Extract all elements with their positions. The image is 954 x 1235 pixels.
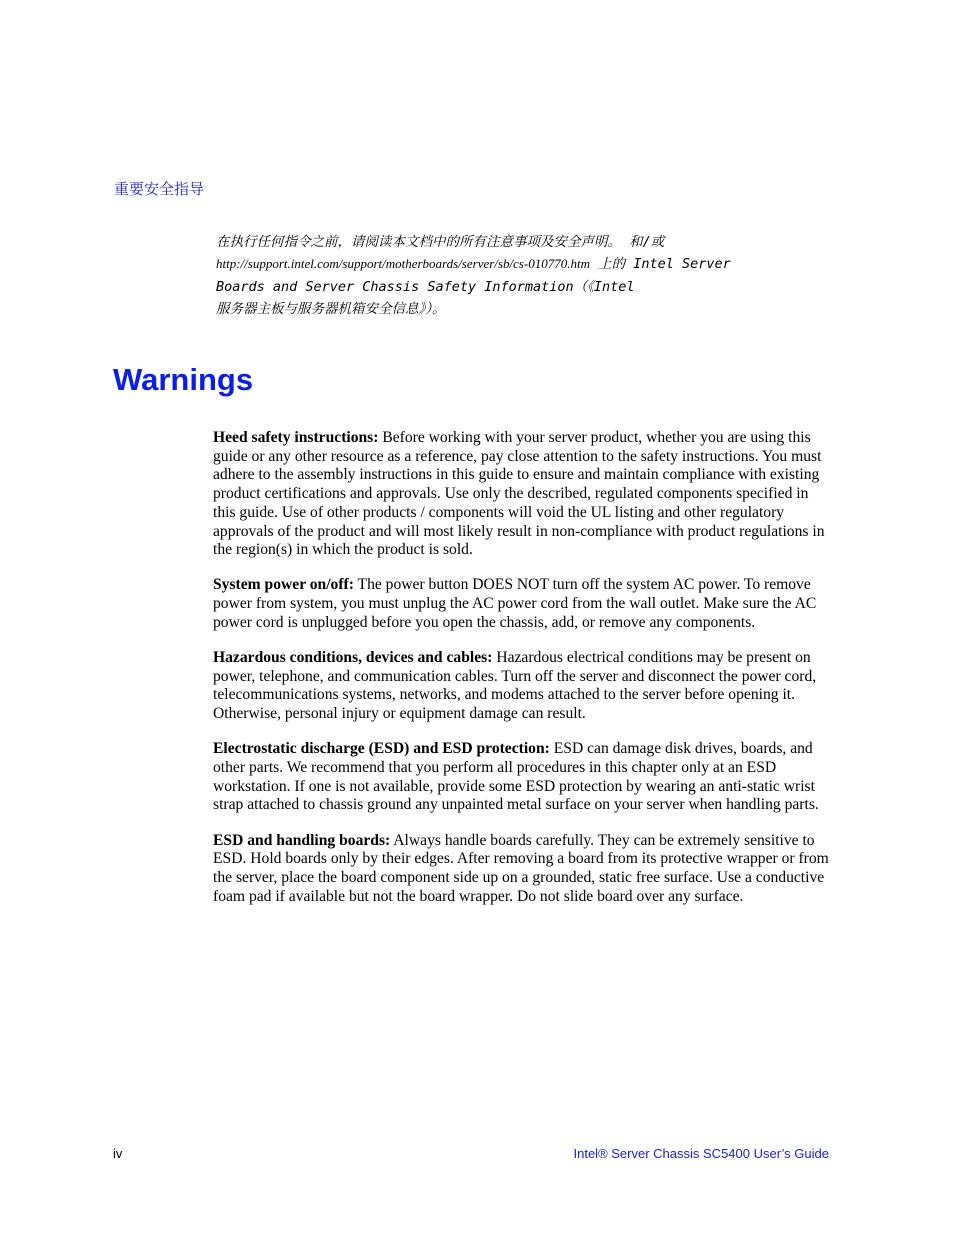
footer-book-title: Intel® Server Chassis SC5400 User’s Guide	[573, 1146, 829, 1161]
warning-label: Heed safety instructions:	[213, 429, 379, 446]
cn-notice-line1: 在执行任何指令之前，请阅读本文档中的所有注意事项及安全声明。 和/或	[216, 234, 665, 250]
warning-paragraph	[213, 576, 829, 632]
warning-text: The power button DOES NOT turn off the system AC power. To remove power from system, you must unplug the AC power cord from the wall outlet. Make sure the AC power cord is unplugged before you open the chassis, add, or remove any components.	[213, 576, 817, 631]
cn-notice-line2-suffix: 上的 Intel Server	[589, 256, 731, 272]
warning-paragraph	[213, 429, 829, 560]
footer-page-number: iv	[113, 1146, 123, 1161]
cn-notice-line3: Boards and Server Chassis Safety Information（《Intel	[216, 279, 635, 295]
warning-text: Always handle boards carefully. They can be extremely sensitive to ESD. Hold boards only by their edges. After removing a board from its protective wrapper or from the server, place the board component side up on a grounded, static free surface. Use a conductive foam pad if available but not the board wrapper. Do not slide board over any surface.	[213, 831, 829, 905]
cn-notice-line4: 服务器主板与服务器机箱安全信息》）。	[216, 301, 446, 317]
warning-label: Hazardous conditions, devices and cables:	[213, 649, 493, 667]
cn-safety-heading: 重要安全指导	[114, 180, 205, 198]
warnings-list	[213, 429, 829, 923]
warning-text: Before working with your server product, whether you are using this guide or any other resource as a reference, pay close attention to the safety instructions. You must adhere to the assembly instructions in this guide to ensure and maintain compliance with existing product certifications and approvals. Use only the described, regulated components specified in this guide. Use of other products / components will void the UL listing and other regulatory approvals of the product and will most likely result in non-compliance with product regulations in the region(s) in which the product is sold.	[213, 429, 825, 559]
warning-text: Hazardous electrical conditions may be present on power, telephone, and communication cables. Turn off the server and disconnect the power cord, telecommunications systems, networks, and modems attached to the server before opening it. Otherwise, personal injury or equipment damage can result.	[213, 649, 817, 723]
warning-label: ESD and handling boards:	[213, 831, 391, 849]
cn-safety-notice	[216, 231, 816, 320]
warning-label: Electrostatic discharge (ESD) and ESD protection:	[213, 740, 550, 758]
page-title: Warnings	[113, 362, 254, 397]
warning-paragraph	[213, 649, 829, 724]
warning-label: System power on/off:	[213, 576, 354, 594]
warning-paragraph	[213, 740, 829, 815]
support-url[interactable]: http://support.intel.com/support/motherboards/server/sb/cs-010770.htm	[216, 256, 590, 271]
warning-paragraph	[213, 832, 829, 907]
cn-notice-line2	[216, 253, 816, 276]
warning-text: ESD can damage disk drives, boards, and other parts. We recommend that you perform all procedures in this chapter only at an ESD workstation. If one is not available, provide some ESD protection by wearing an anti-static wrist strap attached to chassis ground any unpainted metal surface on your server when handling parts.	[213, 740, 819, 814]
